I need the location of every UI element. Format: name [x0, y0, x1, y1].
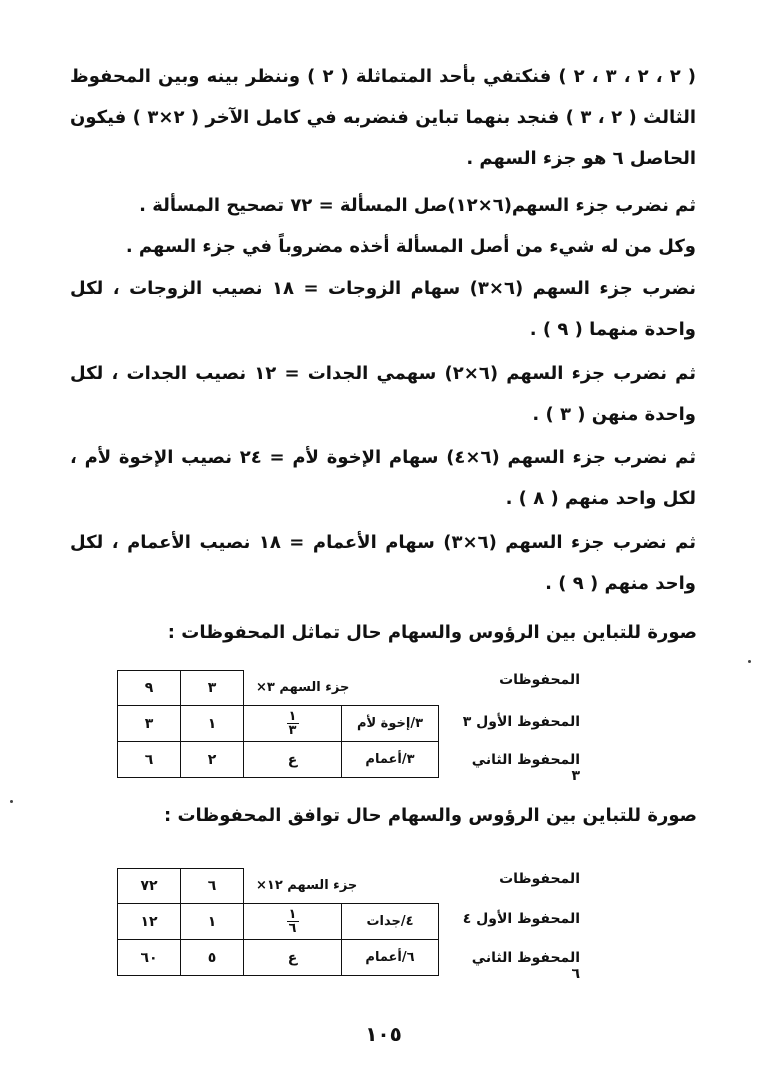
table-row [118, 940, 439, 976]
table-row-label: المحفوظ الأول ٣ [462, 714, 580, 730]
table-cell: ٧٢ [118, 869, 181, 904]
table-cell [244, 904, 342, 940]
sharing-table-2 [117, 868, 439, 976]
table-row-label: المحفوظ الثاني ٣ [471, 752, 580, 784]
paragraph-1: ( ٢ ، ٢ ، ٣ ، ٢ ) فنكتفي بأحد المتماثلة ( ٢ ) وننظر بينه وبين المحفوظ الثالث ( ٢ ، ٣ ) فنجد بنهما تباين فنضربه في كامل الآخر ( ٢×٣ ) فيكون الحاصل ٦ هو جزء السهم . [70, 66, 697, 169]
table-cell: ٦ [118, 742, 181, 778]
table-cell: ٢ [181, 742, 244, 778]
sharing-table-1 [117, 670, 439, 778]
table-row-label: المحفوظ الثاني ٦ [471, 950, 580, 982]
table-cell: جزء السهم ١٢× [244, 869, 439, 904]
table-cell: جزء السهم ٣× [244, 671, 439, 706]
table-row [118, 904, 439, 940]
paragraph-7: ثم نضرب جزء السهم (٦×٣) سهام الأعمام = ١٨ نصيب الأعمام ، لكل واحد منهم ( ٩ ) . [70, 532, 696, 594]
table-cell: ع [244, 742, 342, 778]
section-heading-1: صورة للتباين بين الرؤوس والسهام حال تماثل المحفوظات : [167, 622, 697, 643]
table-cell: ٦/أعمام [342, 940, 439, 976]
section-heading-2: صورة للتباين بين الرؤوس والسهام حال توافق المحفوظات : [163, 805, 697, 826]
table-row [118, 742, 439, 778]
paragraph-6: ثم نضرب جزء السهم (٦×٤) سهام الإخوة لأم = ٢٤ نصيب الإخوة لأم ، لكل واحد منهم ( ٨ ) . [70, 447, 697, 509]
paragraph-4: نضرب جزء السهم (٦×٣) سهام الزوجات = ١٨ نصيب الزوجات ، لكل واحدة منهما ( ٩ ) . [70, 278, 697, 340]
table-cell: ع [244, 940, 342, 976]
table-cell: ١٢ [118, 904, 181, 940]
scan-speck [10, 800, 13, 803]
table-row [118, 869, 439, 904]
table-row-label: المحفوظات [499, 672, 580, 688]
table-cell: ٥ [181, 940, 244, 976]
table-cell: ١ [181, 904, 244, 940]
fraction: $\frac{١}{٣}$ [287, 710, 299, 737]
table-row-label: المحفوظ الأول ٤ [462, 911, 580, 927]
table-cell: ٣/إخوة لأم [342, 706, 439, 742]
paragraph-5: ثم نضرب جزء السهم (٦×٢) سهمي الجدات = ١٢ نصيب الجدات ، لكل واحدة منهن ( ٣ ) . [70, 363, 697, 425]
page-number: ١٠٥ [365, 1022, 402, 1046]
table-cell: ٣ [181, 671, 244, 706]
table-row [118, 706, 439, 742]
table-cell: ٣ [118, 706, 181, 742]
table-cell: ٩ [118, 671, 181, 706]
fraction: $\frac{١}{٦}$ [287, 908, 299, 935]
paragraph-2: ثم نضرب جزء السهم(٦×١٢)صل المسألة = ٧٢ تصحيح المسألة . [139, 195, 696, 216]
table-row-label: المحفوظات [499, 871, 580, 887]
table-cell: ٤/جدات [342, 904, 439, 940]
table-cell: ١ [181, 706, 244, 742]
table-cell: ٦٠ [118, 940, 181, 976]
table-cell: ٣/أعمام [342, 742, 439, 778]
paragraph-3: وكل من له شيء من أصل المسألة أخذه مضروباً في جزء السهم . [125, 236, 696, 257]
scan-speck [748, 660, 751, 663]
table-cell: ٦ [181, 869, 244, 904]
table-cell [244, 706, 342, 742]
table-row [118, 671, 439, 706]
